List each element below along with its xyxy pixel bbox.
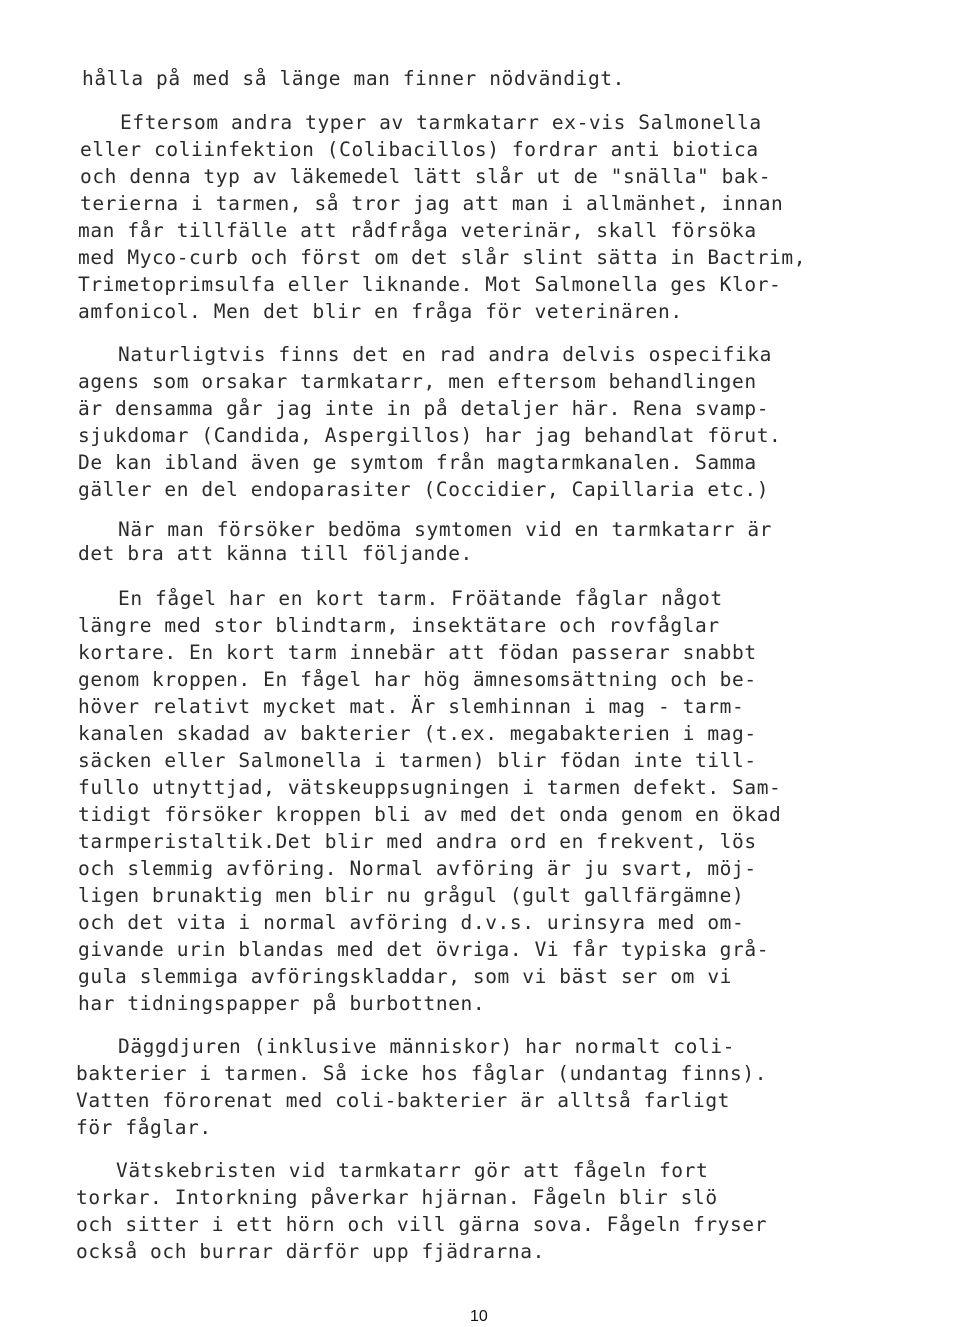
text-line: säcken eller Salmonella i tarmen) blir födan inte till- (78, 749, 757, 772)
text-line: gäller en del endoparasiter (Coccidier, Capillaria etc.) (78, 478, 770, 501)
text-line: amfonicol. Men det blir en fråga för veterinären. (78, 300, 683, 323)
text-line: och slemmig avföring. Normal avföring är ju svart, möj- (78, 857, 757, 880)
text-line: Trimetoprimsulfa eller liknande. Mot Salmonella ges Klor- (78, 273, 782, 296)
text-line: agens som orsakar tarmkatarr, men eftersom behandlingen (78, 370, 757, 393)
text-line: ligen brunaktig men blir nu grågul (gult gallfärgämne) (78, 884, 745, 907)
text-line: kanalen skadad av bakterier (t.ex. megabakterien i mag- (78, 722, 757, 745)
text-line: längre med stor blindtarm, insektätare och rovfåglar (78, 614, 720, 637)
text-line: torkar. Intorkning påverkar hjärnan. Fågeln blir slö (76, 1186, 718, 1209)
text-line: höver relativt mycket mat. Är slemhinnan i mag - tarm- (78, 695, 745, 718)
text-line: tarmperistaltik.Det blir med andra ord en frekvent, lös (78, 830, 757, 853)
text-line: bakterier i tarmen. Så icke hos fåglar (undantag finns). (76, 1062, 768, 1085)
text-line: gula slemmiga avföringskladdar, som vi bäst ser om vi (78, 965, 733, 988)
text-line: När man försöker bedöma symtomen vid en tarmkatarr är (118, 518, 773, 541)
text-line: eller coliinfektion (Colibacillos) fordrar anti biotica (80, 138, 759, 161)
text-line: har tidningspapper på burbottnen. (78, 992, 486, 1015)
text-line: för fåglar. (76, 1116, 212, 1139)
text-line: Naturligtvis finns det en rad andra delvis ospecifika (118, 343, 773, 366)
text-line: är densamma går jag inte in på detaljer här. Rena svamp- (78, 397, 770, 420)
text-line: och denna typ av läkemedel lätt slår ut de "snälla" bak- (80, 165, 772, 188)
text-line: Eftersom andra typer av tarmkatarr ex-vis Salmonella (120, 111, 762, 134)
text-line: med Myco-curb och först om det slår slint sätta in Bactrim, (78, 246, 807, 269)
text-line: kortare. En kort tarm innebär att födan passerar snabbt (78, 641, 757, 664)
page-number: 10 (470, 1308, 488, 1325)
text-line: sjukdomar (Candida, Aspergillos) har jag behandlat förut. (78, 424, 782, 447)
text-line: också och burrar därför upp fjädrarna. (76, 1240, 545, 1263)
text-line: Vatten förorenat med coli-bakterier är alltså farligt (76, 1089, 731, 1112)
text-line: givande urin blandas med det övriga. Vi får typiska grå- (78, 938, 770, 961)
text-line: De kan ibland även ge symtom från magtarmkanalen. Samma (78, 451, 757, 474)
text-line: man får tillfälle att rådfråga veterinär, skall försöka (78, 219, 757, 242)
text-line: En fågel har en kort tarm. Fröätande fåglar något (118, 587, 723, 610)
text-line: terierna i tarmen, så tror jag att man i allmänhet, innan (80, 192, 784, 215)
text-line: det bra att känna till följande. (78, 542, 473, 565)
text-line: och det vita i normal avföring d.v.s. urinsyra med om- (78, 911, 745, 934)
text-line: tidigt försöker kroppen bli av med det onda genom en ökad (78, 803, 782, 826)
text-line: hålla på med så länge man finner nödvändigt. (82, 67, 625, 90)
text-line: fullo utnyttjad, vätskeuppsugningen i tarmen defekt. Sam- (78, 776, 782, 799)
text-line: genom kroppen. En fågel har hög ämnesomsättning och be- (78, 668, 757, 691)
text-line: Däggdjuren (inklusive människor) har normalt coli- (118, 1035, 735, 1058)
text-line: och sitter i ett hörn och vill gärna sova. Fågeln fryser (76, 1213, 768, 1236)
text-line: Vätskebristen vid tarmkatarr gör att fågeln fort (116, 1159, 709, 1182)
